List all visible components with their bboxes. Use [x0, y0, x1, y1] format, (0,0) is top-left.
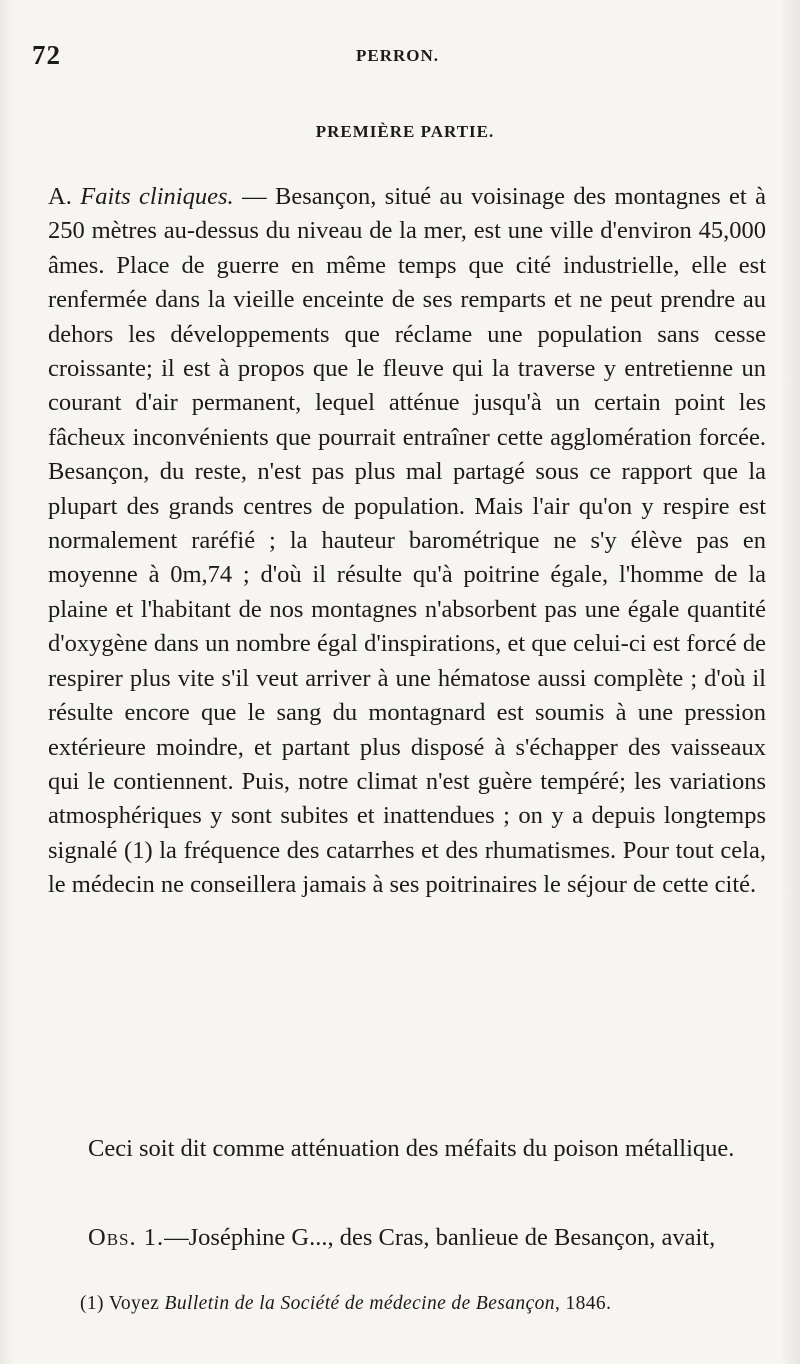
observation-paragraph	[48, 1221, 766, 1255]
page-number: 72	[32, 40, 61, 70]
footnote-prefix: Voyez	[108, 1293, 160, 1314]
paragraph-attenuation: Ceci soit dit comme atténuation des méfaits du poison métallique.	[88, 1135, 735, 1162]
paragraph-lead-in: Faits cliniques.	[80, 183, 234, 210]
running-head	[30, 40, 760, 76]
paragraph-label: A.	[48, 183, 72, 210]
footnote-journal: Bulletin de la Société de médecine de Besançon	[164, 1293, 555, 1314]
footnote-marker: (1)	[80, 1293, 104, 1314]
section-heading: PREMIÈRE PARTIE.	[315, 122, 495, 141]
footnote	[80, 1293, 611, 1315]
observation-label: Obs. 1.	[88, 1224, 165, 1251]
paragraph-body: — Besançon, situé au voisinage des montagnes et à 250 mètres au-dessus du niveau de la mer, est une ville d'environ 45,000 âmes. Place de guerre en même temps que cité industrielle, elle est renfermée dans la vieille enceinte de ses remparts et ne peut prendre au dehors les développements que réclame une population sans cesse croissante; il est à propos que le fleuve qui la traverse y entretienne un courant d'air permanent, lequel atténue jusqu'à un certain point les fâcheux inconvénients que pourrait entraîner cette agglomération forcée. Besançon, du reste, n'est pas plus mal partagé sous ce rapport que la plupart des grands centres de population. Mais l'air qu'on y respire est normalement raréfié ; la hauteur barométrique ne s'y élève pas en moyenne à 0m,74 ; d'où il résulte qu'à poitrine égale, l'homme de la plaine et l'habitant de nos montagnes n'absorbent pas une égale quantité d'oxygène dans un nombre égal d'inspirations, et que celui-ci est forcé de respirer plus vite s'il veut arriver à une hématose aussi complète ; d'où il résulte encore que le sang du montagnard est soumis à une pression extérieure moindre, et partant plus disposé à s'échapper des vaisseaux qui le contiennent. Puis, notre climat n'est guère tempéré; les variations atmosphériques y sont subites et inattendues ; on y a depuis longtemps signalé (1) la fréquence des catarrhes et des rhumatismes. Pour tout cela, le médecin ne conseillera jamais à ses poitrinaires le séjour de cette cité.	[48, 183, 767, 899]
footnote-year: , 1846.	[554, 1293, 612, 1314]
paragraph-faits-cliniques	[48, 180, 766, 903]
running-head-author: PERRON.	[356, 46, 440, 65]
observation-text: —Joséphine G..., des Cras, banlieue de Besançon, avait,	[164, 1224, 716, 1251]
